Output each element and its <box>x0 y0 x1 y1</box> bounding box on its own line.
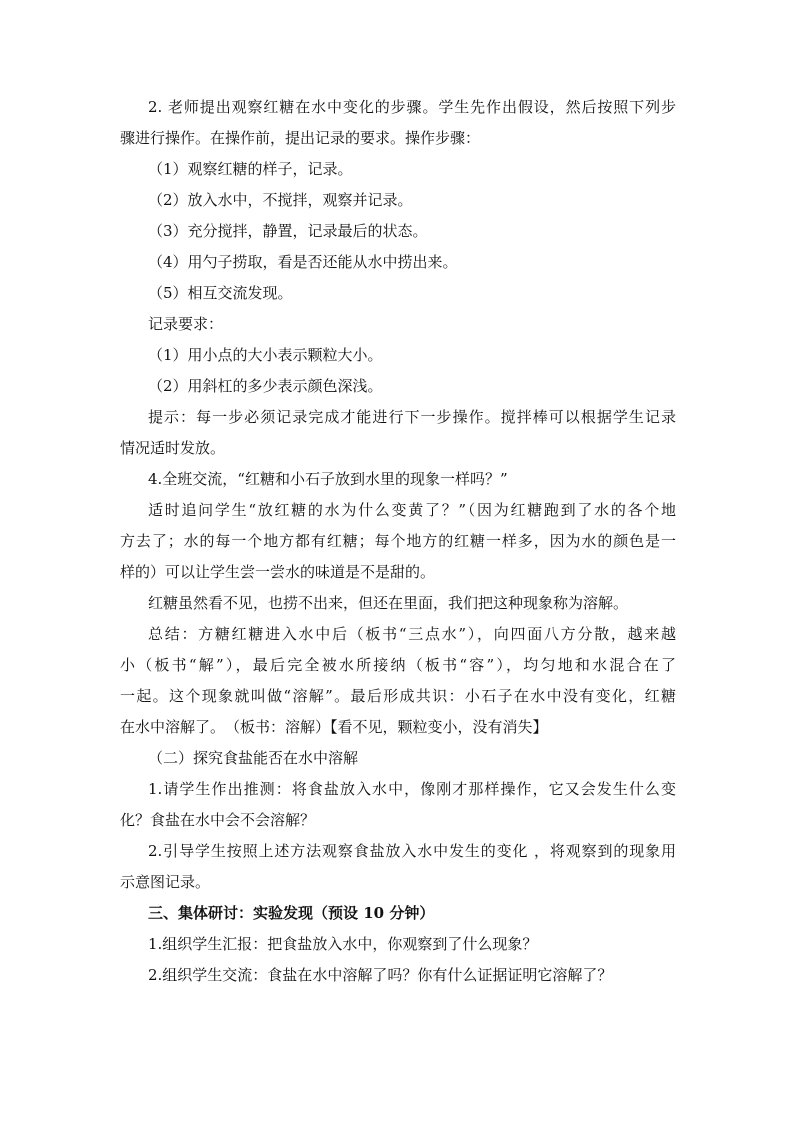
text-line: （二）探究食盐能否在水中溶解 <box>148 749 359 767</box>
section-heading: 三、集体研讨：实验发现（预设 10 分钟） <box>148 904 435 922</box>
document-body <box>120 92 676 991</box>
text-line: （5）相互交流发现。 <box>148 284 293 302</box>
text-line: （2）放入水中，不搅拌，观察并记录。 <box>148 191 413 209</box>
text-line: 2.引导学生按照上述方法观察食盐放入水中发生的变化 ，将观察到的现象用 <box>148 842 676 860</box>
text-line: 提示：每一步必须记录完成才能进行下一步操作。搅拌棒可以根据学生记录 <box>148 408 676 426</box>
text-line: 方去了；水的每一个地方都有红糖；每个地方的红糖一样多，因为水的颜色是一 <box>120 532 676 550</box>
text-line: 在水中溶解了。 （板书：溶解）【看不见，颗粒变小，没有消失】 <box>120 718 548 736</box>
text-line: （3）充分搅拌，静置，记录最后的状态。 <box>148 222 428 240</box>
text-line: 小（板书“解”），最后完全被水所接纳（板书“容”），均匀地和水混合在了 <box>120 656 676 674</box>
text-line: 2.组织学生交流：食盐在水中溶解了吗？你有什么证据证明它溶解了？ <box>148 966 613 984</box>
text-line: 骤进行操作。在操作前，提出记录的要求。操作步骤： <box>120 129 481 147</box>
text-line: 4.全班交流，“红糖和小石子放到水里的现象一样吗？” <box>148 470 508 488</box>
text-line: 2. 老师提出观察红糖在水中变化的步骤。学生先作出假设，然后按照下列步 <box>148 98 676 116</box>
text-line: 一起。这个现象就叫做“溶解”。最后形成共识：小石子在水中没有变化，红糖 <box>120 687 676 705</box>
text-line: （1）观察红糖的样子，记录。 <box>148 160 353 178</box>
text-line: 示意图记录。 <box>120 873 211 891</box>
text-line: 记录要求： <box>148 315 224 333</box>
text-line: 红糖虽然看不见，也捞不出来，但还在里面，我们把这种现象称为溶解。 <box>148 594 629 612</box>
text-line: 总结：方糖红糖进入水中后（板书“三点水”），向四面八方分散，越来越 <box>148 625 676 643</box>
text-line: 1.组织学生汇报：把食盐放入水中，你观察到了什么现象？ <box>148 935 538 953</box>
text-line: 化？食盐在水中会不会溶解？ <box>120 811 316 829</box>
text-line: 样的）可以让学生尝一尝水的味道是不是甜的。 <box>120 563 436 581</box>
text-line: （1）用小点的大小表示颗粒大小。 <box>148 346 383 364</box>
text-line: （4）用勺子捞取，看是否还能从水中捞出来。 <box>148 253 458 271</box>
text-line: 适时追问学生“放红糖的水为什么变黄了？”（因为红糖跑到了水的各个地 <box>148 501 676 519</box>
text-line: （2）用斜杠的多少表示颜色深浅。 <box>148 377 383 395</box>
text-line: 1.请学生作出推测：将食盐放入水中，像刚才那样操作，它又会发生什么变 <box>148 780 676 798</box>
text-line: 情况适时发放。 <box>120 439 226 457</box>
